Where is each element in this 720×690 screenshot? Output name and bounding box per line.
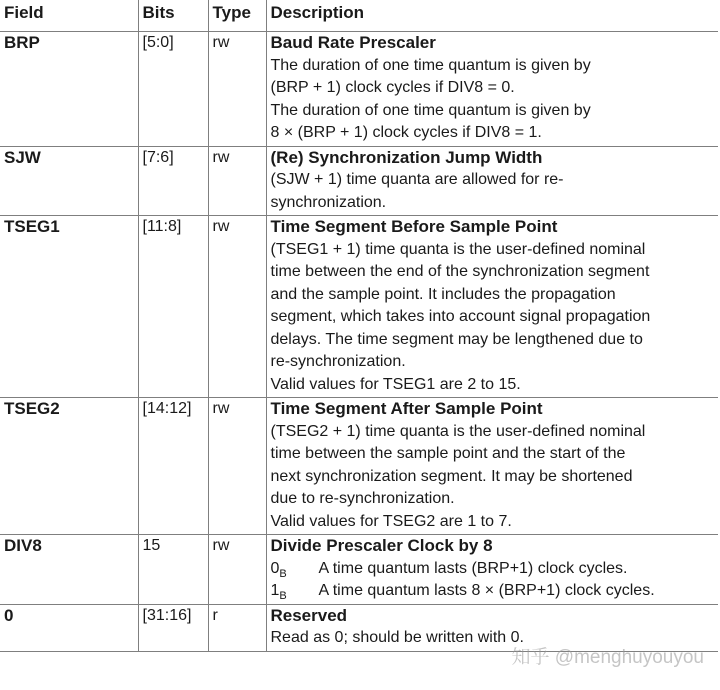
header-field: Field [0,0,138,32]
enum-value-digit: 1 [270,582,280,599]
description-title: Baud Rate Prescaler [270,33,436,52]
enum-value-row [271,558,715,581]
enum-value [271,558,319,581]
description-line: (SJW + 1) time quanta are allowed for re- [270,171,564,188]
description-title: Time Segment Before Sample Point [270,217,558,236]
field-name: DIV8 [0,535,138,605]
description-line: due to re-synchronization. [270,490,455,507]
description-line: and the sample point. It includes the propagation [270,285,616,303]
enum-value-text: A time quantum lasts 8 × (BRP+1) clock cycles. [318,582,655,599]
description-line: time between the end of the synchronization segment [270,263,650,280]
field-description [266,32,718,147]
enum-value-row [271,580,715,603]
table-row [0,216,718,398]
enum-value [271,580,319,603]
table-header-row [0,0,718,32]
table-row [0,146,718,216]
header-description: Description [266,0,718,32]
description-line: (BRP + 1) clock cycles if DIV8 = 0. [270,79,515,96]
field-bits: [31:16] [138,604,208,651]
enum-value-digit: 0 [270,559,280,577]
table-row [0,398,718,535]
table-row [0,32,718,147]
field-type: rw [208,398,266,535]
header-bits: Bits [138,0,208,32]
field-type: rw [208,32,266,147]
field-bits: [14:12] [138,398,208,535]
description-line: time between the sample point and the start of the [270,445,626,462]
watermark: 知乎 @menghuyouyou [511,647,704,668]
description-line: synchronization. [270,193,387,211]
table-row [0,604,718,651]
description-line: Read as 0; should be written with 0. [270,629,524,646]
enum-value-text: A time quantum lasts (BRP+1) clock cycles. [318,559,628,577]
description-line: (TSEG2 + 1) time quanta is the user-defined nominal [270,422,646,440]
enum-value-base: B [279,567,287,580]
description-line: The duration of one time quantum is given by [270,56,591,74]
field-bits: [5:0] [138,32,208,147]
field-name: TSEG2 [0,398,138,535]
description-title: Divide Prescaler Clock by 8 [270,536,493,555]
field-type: rw [208,146,266,216]
description-line: The duration of one time quantum is given by [270,101,591,119]
description-line: Valid values for TSEG1 are 2 to 15. [270,375,521,393]
field-bits: 15 [138,535,208,605]
field-type: rw [208,216,266,398]
description-title: (Re) Synchronization Jump Width [270,147,543,167]
field-bits: [7:6] [138,146,208,216]
description-line: (TSEG1 + 1) time quanta is the user-defined nominal [270,240,646,258]
field-description [266,398,718,535]
enum-value-base: B [279,590,287,602]
description-line: Valid values for TSEG2 are 1 to 7. [270,512,512,530]
table-row [0,535,718,605]
description-line: re-synchronization. [270,353,406,370]
field-description [266,146,718,216]
field-type: r [208,604,266,651]
description-line: delays. The time segment may be lengthened due to [270,330,643,348]
field-name: 0 [0,604,138,651]
description-line: next synchronization segment. It may be shortened [270,467,633,485]
field-description [266,604,718,651]
description-line: 8 × (BRP + 1) clock cycles if DIV8 = 1. [270,124,542,141]
field-bits: [11:8] [138,216,208,398]
header-type: Type [208,0,266,32]
field-description [266,216,718,398]
description-title: Time Segment After Sample Point [270,399,543,418]
field-type: rw [208,535,266,605]
description-title: Reserved [270,605,348,625]
field-name: SJW [0,146,138,216]
description-line: segment, which takes into account signal propagation [270,308,651,325]
field-name: TSEG1 [0,216,138,398]
field-description [266,535,718,605]
field-name: BRP [0,32,138,147]
